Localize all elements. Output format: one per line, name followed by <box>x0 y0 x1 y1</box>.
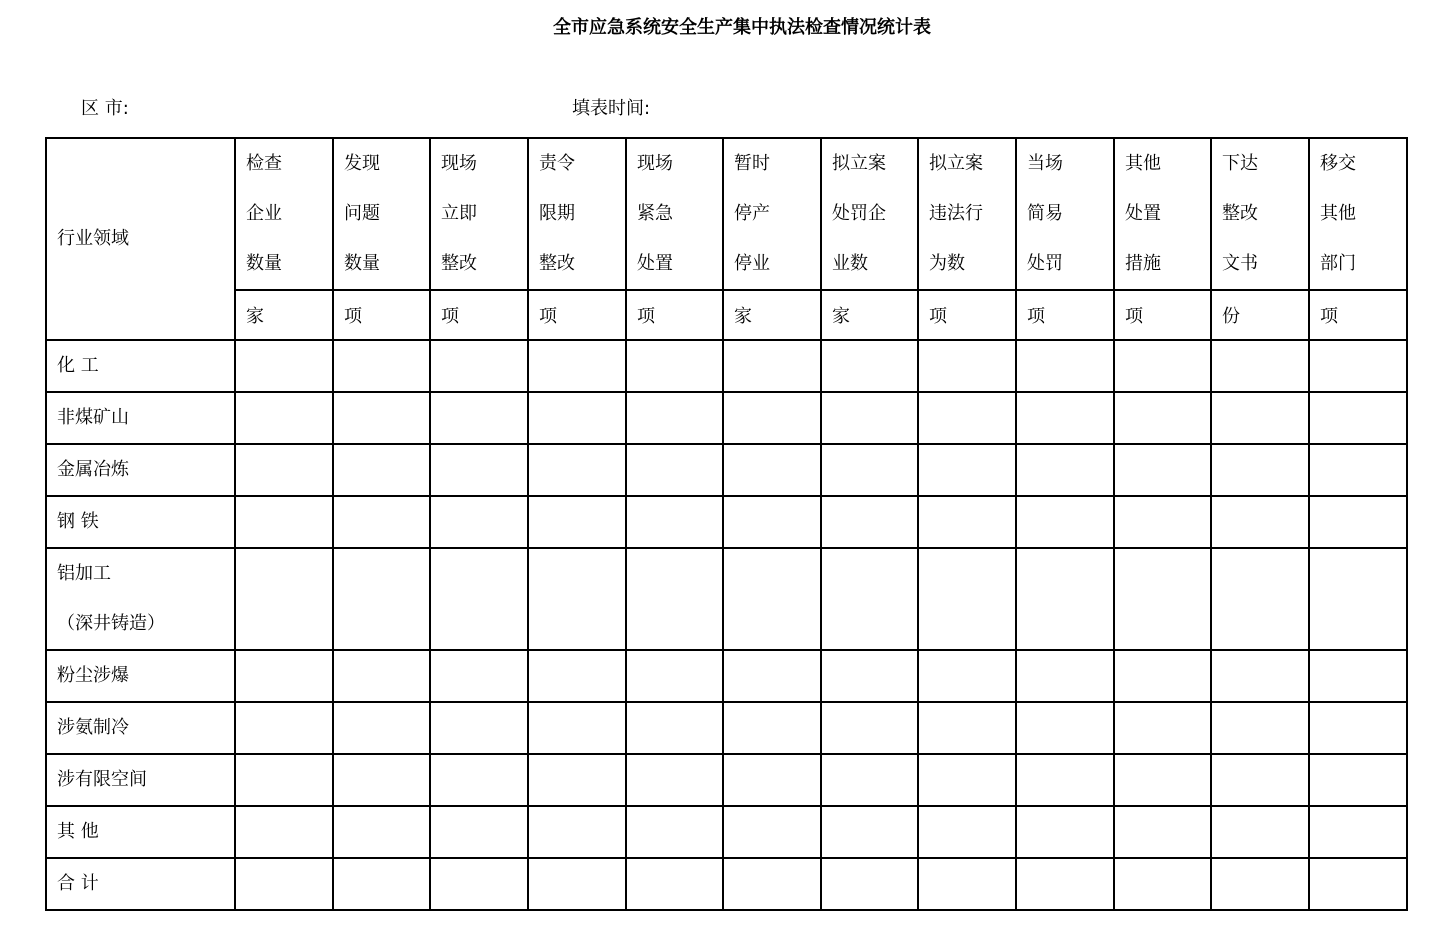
row-label-cell <box>46 650 235 702</box>
unit-label: 项 <box>344 306 362 327</box>
data-entry-cell[interactable] <box>1309 754 1407 806</box>
row-label: 合 计 <box>57 873 99 894</box>
data-entry-cell[interactable] <box>626 650 723 702</box>
data-entry-cell[interactable] <box>430 650 528 702</box>
table-unit-row <box>46 290 1407 340</box>
data-entry-cell[interactable] <box>333 444 430 496</box>
column-header-text: 整改 <box>539 253 575 274</box>
data-entry-cell[interactable] <box>1211 548 1309 650</box>
data-entry-cell[interactable] <box>821 392 918 444</box>
data-entry-cell[interactable] <box>918 806 1016 858</box>
area-header-cell <box>46 138 235 340</box>
data-entry-cell[interactable] <box>430 754 528 806</box>
data-entry-cell[interactable] <box>821 806 918 858</box>
data-entry-cell[interactable] <box>1211 754 1309 806</box>
data-entry-cell[interactable] <box>1016 392 1114 444</box>
row-sublabel: （深井铸造） <box>57 613 165 634</box>
data-entry-cell[interactable] <box>528 340 626 392</box>
table-row <box>46 754 1407 806</box>
column-header-text: 处罚企 <box>832 203 886 224</box>
row-label: 化 工 <box>57 355 99 376</box>
column-header-text: 为数 <box>929 253 965 274</box>
unit-cell <box>235 290 333 340</box>
data-entry-cell[interactable] <box>430 548 528 650</box>
data-entry-cell[interactable] <box>821 340 918 392</box>
data-entry-cell[interactable] <box>821 858 918 910</box>
data-entry-cell[interactable] <box>1016 444 1114 496</box>
data-entry-cell[interactable] <box>1016 340 1114 392</box>
data-entry-cell[interactable] <box>723 496 821 548</box>
data-entry-cell[interactable] <box>1114 548 1211 650</box>
data-entry-cell[interactable] <box>1211 650 1309 702</box>
row-label: 钢 铁 <box>57 511 99 532</box>
data-entry-cell[interactable] <box>918 754 1016 806</box>
row-label: 其 他 <box>57 821 99 842</box>
data-entry-cell[interactable] <box>1211 444 1309 496</box>
data-entry-cell[interactable] <box>235 548 333 650</box>
table-row <box>46 496 1407 548</box>
data-entry-cell[interactable] <box>723 702 821 754</box>
column-header-cell <box>626 138 723 290</box>
row-label-cell <box>46 444 235 496</box>
data-entry-cell[interactable] <box>235 392 333 444</box>
unit-cell <box>333 290 430 340</box>
data-entry-cell[interactable] <box>918 392 1016 444</box>
data-entry-cell[interactable] <box>1016 702 1114 754</box>
data-entry-cell[interactable] <box>723 806 821 858</box>
data-entry-cell[interactable] <box>723 340 821 392</box>
data-entry-cell[interactable] <box>333 806 430 858</box>
column-header-text: 检查 <box>246 153 282 174</box>
data-entry-cell[interactable] <box>821 444 918 496</box>
column-header-text: 整改 <box>441 253 477 274</box>
data-entry-cell[interactable] <box>528 392 626 444</box>
unit-label: 家 <box>832 306 850 327</box>
unit-cell <box>918 290 1016 340</box>
unit-label: 项 <box>1125 306 1143 327</box>
unit-cell <box>1016 290 1114 340</box>
data-entry-cell[interactable] <box>1309 650 1407 702</box>
data-entry-cell[interactable] <box>723 650 821 702</box>
data-entry-cell[interactable] <box>1211 806 1309 858</box>
data-entry-cell[interactable] <box>1114 340 1211 392</box>
unit-label: 项 <box>929 306 947 327</box>
data-entry-cell[interactable] <box>1309 548 1407 650</box>
statistics-table <box>45 137 1408 911</box>
unit-label: 项 <box>1320 306 1338 327</box>
data-entry-cell[interactable] <box>528 444 626 496</box>
unit-label: 项 <box>1027 306 1045 327</box>
data-entry-cell[interactable] <box>918 444 1016 496</box>
data-entry-cell[interactable] <box>1309 496 1407 548</box>
table-row <box>46 702 1407 754</box>
data-entry-cell[interactable] <box>1309 806 1407 858</box>
column-header-cell <box>333 138 430 290</box>
column-header-text: 立即 <box>441 203 477 224</box>
fill-date-label: 填表时间: <box>572 98 651 119</box>
column-header-text: 部门 <box>1320 253 1356 274</box>
column-header-cell <box>723 138 821 290</box>
table-row <box>46 548 1407 650</box>
row-label-cell <box>46 340 235 392</box>
data-entry-cell[interactable] <box>626 858 723 910</box>
column-header-text: 企业 <box>246 203 282 224</box>
column-header-text: 现场 <box>637 153 673 174</box>
unit-label: 家 <box>246 306 264 327</box>
column-header-text: 拟立案 <box>832 153 886 174</box>
data-entry-cell[interactable] <box>626 392 723 444</box>
column-header-text: 责令 <box>539 153 575 174</box>
column-header-cell <box>430 138 528 290</box>
column-header-cell <box>821 138 918 290</box>
column-header-text: 问题 <box>344 203 380 224</box>
data-entry-cell[interactable] <box>235 340 333 392</box>
data-entry-cell[interactable] <box>1016 754 1114 806</box>
row-label: 粉尘涉爆 <box>57 665 129 686</box>
table-row <box>46 340 1407 392</box>
data-entry-cell[interactable] <box>1211 392 1309 444</box>
data-entry-cell[interactable] <box>918 702 1016 754</box>
row-label: 非煤矿山 <box>57 407 129 428</box>
column-header-cell <box>1114 138 1211 290</box>
data-entry-cell[interactable] <box>918 858 1016 910</box>
row-label: 涉氨制冷 <box>57 717 129 738</box>
data-entry-cell[interactable] <box>821 548 918 650</box>
data-entry-cell[interactable] <box>333 340 430 392</box>
column-header-text: 现场 <box>441 153 477 174</box>
data-entry-cell[interactable] <box>1114 392 1211 444</box>
column-header-cell <box>1211 138 1309 290</box>
column-header-cell <box>528 138 626 290</box>
data-entry-cell[interactable] <box>723 858 821 910</box>
row-label: 金属冶炼 <box>57 459 129 480</box>
data-entry-cell[interactable] <box>528 754 626 806</box>
data-entry-cell[interactable] <box>528 858 626 910</box>
data-entry-cell[interactable] <box>235 650 333 702</box>
unit-cell <box>821 290 918 340</box>
data-entry-cell[interactable] <box>430 496 528 548</box>
data-entry-cell[interactable] <box>1016 858 1114 910</box>
data-entry-cell[interactable] <box>626 806 723 858</box>
column-header-text: 停业 <box>734 253 770 274</box>
district-label: 区 市: <box>81 98 129 119</box>
data-entry-cell[interactable] <box>1016 806 1114 858</box>
page-title: 全市应急系统安全生产集中执法检查情况统计表 <box>553 17 931 38</box>
column-header-cell <box>1309 138 1407 290</box>
column-header-text: 移交 <box>1320 153 1356 174</box>
data-entry-cell[interactable] <box>1016 548 1114 650</box>
data-entry-cell[interactable] <box>723 548 821 650</box>
data-entry-cell[interactable] <box>1211 340 1309 392</box>
column-header-text: 文书 <box>1222 253 1258 274</box>
data-entry-cell[interactable] <box>1114 858 1211 910</box>
data-entry-cell[interactable] <box>1309 444 1407 496</box>
column-header-text: 下达 <box>1222 153 1258 174</box>
data-entry-cell[interactable] <box>333 496 430 548</box>
unit-label: 项 <box>441 306 459 327</box>
column-header-text: 暂时 <box>734 153 770 174</box>
column-header-cell <box>918 138 1016 290</box>
data-entry-cell[interactable] <box>430 702 528 754</box>
data-entry-cell[interactable] <box>1016 650 1114 702</box>
data-entry-cell[interactable] <box>821 754 918 806</box>
data-entry-cell[interactable] <box>626 754 723 806</box>
data-entry-cell[interactable] <box>1309 702 1407 754</box>
data-entry-cell[interactable] <box>1016 496 1114 548</box>
data-entry-cell[interactable] <box>1114 806 1211 858</box>
data-entry-cell[interactable] <box>1309 858 1407 910</box>
row-label-cell <box>46 754 235 806</box>
column-header-text: 处罚 <box>1027 253 1063 274</box>
column-header-text: 业数 <box>832 253 868 274</box>
data-entry-cell[interactable] <box>723 444 821 496</box>
data-entry-cell[interactable] <box>1114 754 1211 806</box>
data-entry-cell[interactable] <box>430 340 528 392</box>
data-entry-cell[interactable] <box>626 496 723 548</box>
table-header-row <box>46 138 1407 290</box>
data-entry-cell[interactable] <box>1114 702 1211 754</box>
data-entry-cell[interactable] <box>626 702 723 754</box>
column-header-text: 停产 <box>734 203 770 224</box>
data-entry-cell[interactable] <box>1211 858 1309 910</box>
data-entry-cell[interactable] <box>235 496 333 548</box>
column-header-text: 其他 <box>1125 153 1161 174</box>
column-header-text: 其他 <box>1320 203 1356 224</box>
table-row <box>46 392 1407 444</box>
data-entry-cell[interactable] <box>528 548 626 650</box>
column-header-text: 简易 <box>1027 203 1063 224</box>
column-header-text: 处置 <box>1125 203 1161 224</box>
column-header-text: 当场 <box>1027 153 1063 174</box>
data-entry-cell[interactable] <box>235 702 333 754</box>
data-entry-cell[interactable] <box>235 444 333 496</box>
row-label-cell <box>46 496 235 548</box>
row-label-cell <box>46 548 235 650</box>
data-entry-cell[interactable] <box>235 754 333 806</box>
row-label: 涉有限空间 <box>57 769 147 790</box>
data-entry-cell[interactable] <box>1309 340 1407 392</box>
data-entry-cell[interactable] <box>1114 444 1211 496</box>
area-header-label: 行业领域 <box>57 228 129 249</box>
data-entry-cell[interactable] <box>1211 702 1309 754</box>
unit-cell <box>1309 290 1407 340</box>
data-entry-cell[interactable] <box>333 392 430 444</box>
data-entry-cell[interactable] <box>918 340 1016 392</box>
data-entry-cell[interactable] <box>333 650 430 702</box>
data-entry-cell[interactable] <box>528 702 626 754</box>
data-entry-cell[interactable] <box>918 548 1016 650</box>
data-entry-cell[interactable] <box>821 496 918 548</box>
table-row <box>46 444 1407 496</box>
column-header-text: 措施 <box>1125 253 1161 274</box>
data-entry-cell[interactable] <box>821 702 918 754</box>
data-entry-cell[interactable] <box>1309 392 1407 444</box>
column-header-text: 整改 <box>1222 203 1258 224</box>
row-label-cell <box>46 806 235 858</box>
data-entry-cell[interactable] <box>235 858 333 910</box>
column-header-text: 数量 <box>344 253 380 274</box>
data-entry-cell[interactable] <box>528 806 626 858</box>
unit-label: 项 <box>539 306 557 327</box>
unit-cell <box>1211 290 1309 340</box>
row-label-cell <box>46 392 235 444</box>
table-row <box>46 858 1407 910</box>
data-entry-cell[interactable] <box>918 496 1016 548</box>
data-entry-cell[interactable] <box>723 392 821 444</box>
data-entry-cell[interactable] <box>1211 496 1309 548</box>
unit-label: 家 <box>734 306 752 327</box>
data-entry-cell[interactable] <box>626 340 723 392</box>
column-header-text: 拟立案 <box>929 153 983 174</box>
data-entry-cell[interactable] <box>626 444 723 496</box>
data-entry-cell[interactable] <box>235 806 333 858</box>
data-entry-cell[interactable] <box>333 548 430 650</box>
data-entry-cell[interactable] <box>333 858 430 910</box>
unit-cell <box>723 290 821 340</box>
unit-cell <box>528 290 626 340</box>
unit-cell <box>430 290 528 340</box>
data-entry-cell[interactable] <box>528 650 626 702</box>
column-header-text: 限期 <box>539 203 575 224</box>
data-entry-cell[interactable] <box>1114 496 1211 548</box>
row-label-cell <box>46 702 235 754</box>
unit-cell <box>1114 290 1211 340</box>
column-header-text: 处置 <box>637 253 673 274</box>
column-header-cell <box>235 138 333 290</box>
table-row <box>46 806 1407 858</box>
data-entry-cell[interactable] <box>333 702 430 754</box>
data-entry-cell[interactable] <box>528 496 626 548</box>
data-entry-cell[interactable] <box>626 548 723 650</box>
unit-cell <box>626 290 723 340</box>
data-entry-cell[interactable] <box>1114 650 1211 702</box>
column-header-cell <box>1016 138 1114 290</box>
row-label-cell <box>46 858 235 910</box>
data-entry-cell[interactable] <box>918 650 1016 702</box>
column-header-text: 紧急 <box>637 203 673 224</box>
data-entry-cell[interactable] <box>723 754 821 806</box>
column-header-text: 发现 <box>344 153 380 174</box>
data-entry-cell[interactable] <box>430 858 528 910</box>
column-header-text: 数量 <box>246 253 282 274</box>
table-row <box>46 650 1407 702</box>
data-entry-cell[interactable] <box>430 392 528 444</box>
data-entry-cell[interactable] <box>821 650 918 702</box>
data-entry-cell[interactable] <box>430 806 528 858</box>
row-label: 铝加工 <box>57 563 111 584</box>
unit-label: 项 <box>637 306 655 327</box>
unit-label: 份 <box>1222 306 1240 327</box>
data-entry-cell[interactable] <box>333 754 430 806</box>
data-entry-cell[interactable] <box>430 444 528 496</box>
column-header-text: 违法行 <box>929 203 983 224</box>
